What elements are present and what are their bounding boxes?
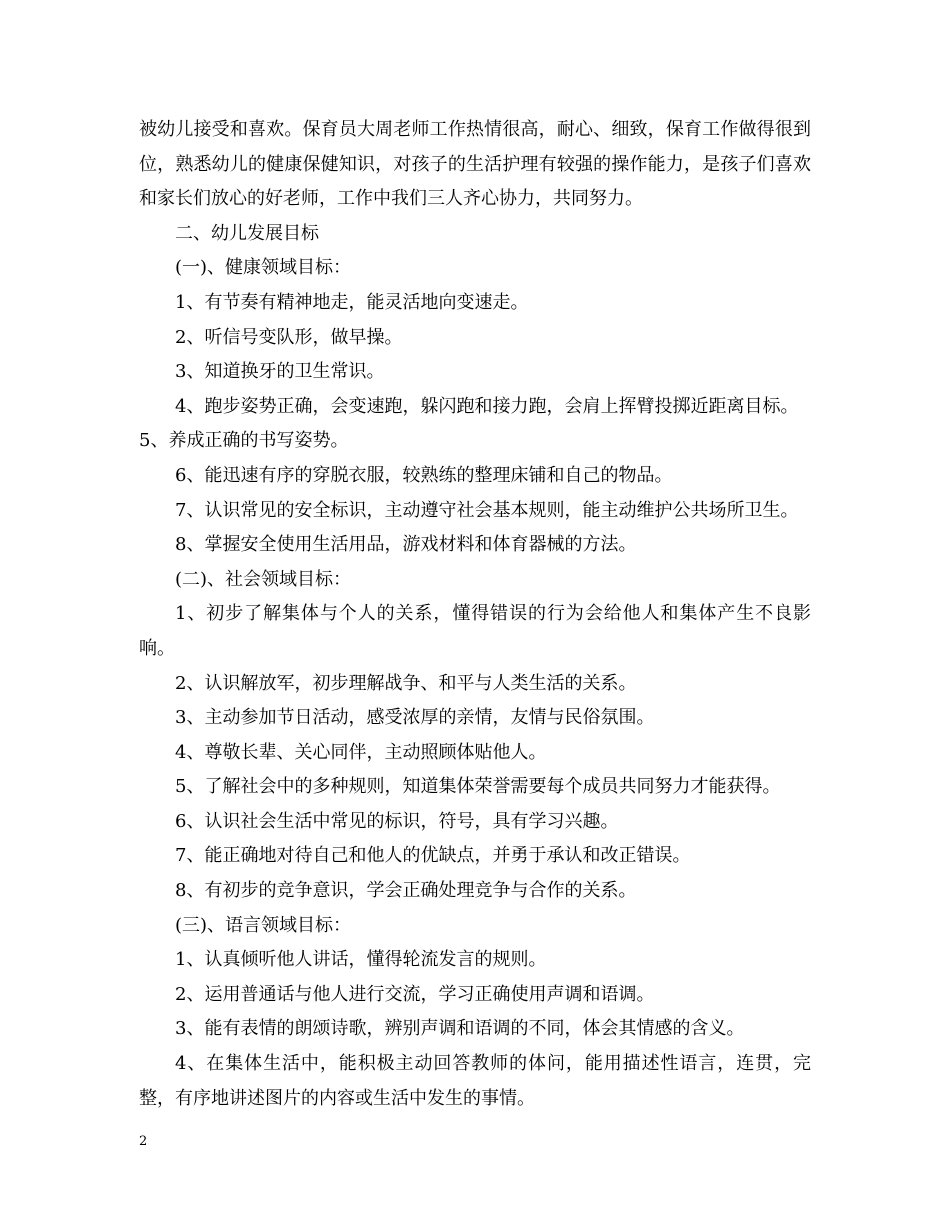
paragraph: 1、初步了解集体与个人的关系，懂得错误的行为会给他人和集体产生不良影响。	[139, 603, 811, 659]
document-body	[139, 113, 811, 1116]
paragraph: 4、在集体生活中，能积极主动回答教师的体问，能用描述性语言，连贯，完整，有序地讲述图片的内容或生活中发生的事情。	[139, 1053, 811, 1109]
paragraph: 1、认真倾听他人讲话，懂得轮流发言的规则。	[175, 949, 547, 971]
paragraph: 6、能迅速有序的穿脱衣服，较熟练的整理床铺和自己的物品。	[175, 464, 673, 486]
paragraph: 7、认识常见的安全标识，主动遵守社会基本规则，能主动维护公共场所卫生。	[175, 499, 799, 521]
paragraph: 1、有节奏有精神地走，能灵活地向变速走。	[175, 291, 529, 313]
paragraph: 3、能有表情的朗颂诗歌，辨别声调和语调的不同，体会其情感的含义。	[175, 1018, 745, 1040]
paragraph: (二)、社会领域目标：	[175, 568, 352, 590]
paragraph: 被幼儿接受和喜欢。保育员大周老师工作热情很高，耐心、细致，保育工作做得很到位，熟悉幼儿的健康保健知识，对孩子的生活护理有较强的操作能力，是孩子们喜欢和家长们放心的好老师，工作中我们三人齐心协力，共同努力。	[139, 119, 811, 210]
paragraph: 5、养成正确的书写姿势。	[139, 430, 349, 452]
paragraph: 5、了解社会中的多种规则，知道集体荣誉需要每个成员共同努力才能获得。	[175, 776, 781, 798]
paragraph: 2、运用普通话与他人进行交流，学习正确使用声调和语调。	[175, 983, 655, 1005]
paragraph: (一)、健康领域目标：	[175, 257, 352, 279]
paragraph: (三)、语言领域目标：	[175, 914, 352, 936]
paragraph: 2、认识解放军，初步理解战争、和平与人类生活的关系。	[175, 672, 637, 694]
paragraph: 7、能正确地对待自己和他人的优缺点，并勇于承认和改正错误。	[175, 845, 691, 867]
page-number: 2	[139, 1134, 148, 1149]
paragraph: 4、跑步姿势正确，会变速跑，躲闪跑和接力跑，会肩上挥臂投掷近距离目标。	[175, 395, 799, 417]
paragraph: 8、掌握安全使用生活用品，游戏材料和体育器械的方法。	[175, 534, 637, 556]
paragraph: 二、幼儿发展目标	[175, 222, 319, 244]
paragraph: 2、听信号变队形，做早操。	[175, 326, 403, 348]
paragraph: 8、有初步的竞争意识，学会正确处理竞争与合作的关系。	[175, 880, 637, 902]
paragraph: 3、主动参加节日活动，感受浓厚的亲情，友情与民俗氛围。	[175, 707, 655, 729]
paragraph: 3、知道换牙的卫生常识。	[175, 361, 385, 383]
paragraph: 6、认识社会生活中常见的标识，符号，具有学习兴趣。	[175, 810, 619, 832]
paragraph: 4、尊敬长辈、关心同伴，主动照顾体贴他人。	[175, 741, 547, 763]
